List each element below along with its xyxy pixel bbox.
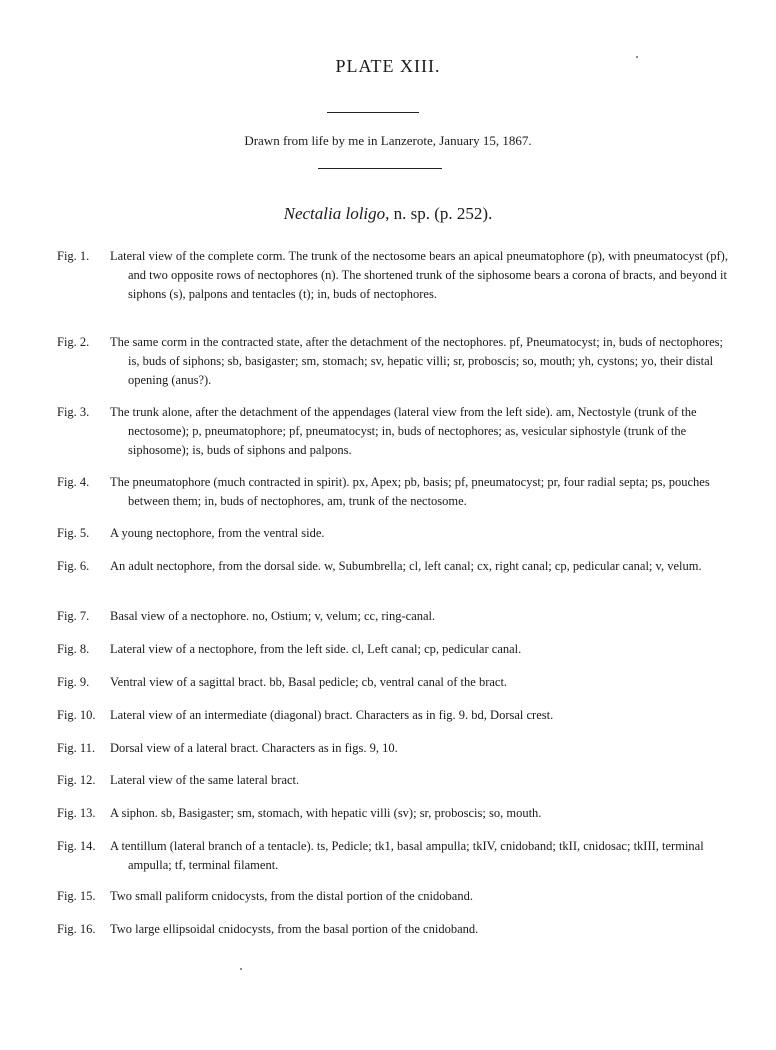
figure-caption-7 (57, 607, 729, 626)
figure-label: Fig. 9. (57, 675, 90, 689)
figure-text: The pneumatophore (much contracted in spirit). px, Apex; pb, basis; pf, pneumatocyst; pr, four radial septa; ps, pouches between them; in, buds of nectophores, am, trunk of the nectosome. (110, 475, 710, 508)
figure-text: Ventral view of a sagittal bract. bb, Basal pedicle; cb, ventral canal of the bract. (110, 675, 508, 689)
figure-caption-4 (57, 473, 729, 511)
species-reference: n. sp. (p. 252). (389, 204, 493, 223)
drawn-from-life-note: Drawn from life by me in Lanzerote, January 15, 1867. (244, 133, 532, 148)
figure-caption-6 (57, 557, 729, 576)
figure-label: Fig. 8. (57, 642, 90, 656)
figure-label: Fig. 5. (57, 526, 90, 540)
figure-label: Fig. 12. (57, 773, 96, 787)
figure-text: A siphon. sb, Basigaster; sm, stomach, with hepatic villi (sv); sr, proboscis; so, mouth. (110, 806, 542, 820)
figure-text: Lateral view of the same lateral bract. (110, 773, 300, 787)
figure-text: Lateral view of a nectophore, from the left side. cl, Left canal; cp, pedicular canal. (110, 642, 522, 656)
species-name: Nectalia loligo, (283, 204, 390, 223)
figure-text: Two large ellipsoidal cnidocysts, from the basal portion of the cnidoband. (110, 922, 479, 936)
figure-text: A young nectophore, from the ventral side. (110, 526, 325, 540)
figure-label: Fig. 14. (57, 839, 96, 853)
figure-label: Fig. 13. (57, 806, 96, 820)
figure-caption-16 (57, 920, 729, 939)
figure-caption-2 (57, 333, 729, 390)
figure-caption-13 (57, 804, 729, 823)
figure-caption-12 (57, 771, 729, 790)
figure-text: Basal view of a nectophore. no, Ostium; v, velum; cc, ring-canal. (110, 609, 436, 623)
figure-label: Fig. 16. (57, 922, 96, 936)
figure-label: Fig. 10. (57, 708, 96, 722)
paper-speck (636, 56, 638, 58)
figure-caption-9 (57, 673, 729, 692)
figure-label: Fig. 1. (57, 249, 90, 263)
figure-text: Lateral view of an intermediate (diagonal) bract. Characters as in fig. 9. bd, Dorsal crest. (110, 708, 554, 722)
figure-text: Lateral view of the complete corm. The trunk of the nectosome bears an apical pneumatophore (p), with pneumatocyst (pf), and two opposite rows of nectophores (n). The shortened trunk of the siphosome bears a corona of bracts, and beyond it siphons (s), palpons and tentacles (t); in, buds of nectophores. (110, 249, 728, 301)
paper-speck (240, 968, 242, 970)
figure-label: Fig. 3. (57, 405, 90, 419)
figure-text: A tentillum (lateral branch of a tentacle). ts, Pedicle; tk1, basal ampulla; tkIV, cnidoband; tkII, cnidosac; tkIII, terminal ampulla; tf, terminal filament. (110, 839, 704, 872)
figure-text: An adult nectophore, from the dorsal side. w, Subumbrella; cl, left canal; cx, right canal; cp, pedicular canal; v, velum. (110, 559, 702, 573)
figure-text: The trunk alone, after the detachment of the appendages (lateral view from the left side). am, Nectostyle (trunk of the nectosome); p, pneumatophore; pf, pneumatocyst; in, buds of nectophores; as, vesicular siphostyle (trunk of the siphosome); is, buds of siphons and palpons. (110, 405, 697, 457)
figure-caption-1 (57, 247, 729, 304)
figure-label: Fig. 6. (57, 559, 90, 573)
figure-text: The same corm in the contracted state, after the detachment of the nectophores. pf, Pneumatocyst; in, buds of nectophores; is, buds of siphons; sb, basigaster; sm, stomach; sv, hepatic villi; sr, proboscis; so, mouth; yh, cystons; yo, their distal opening (anus?). (110, 335, 723, 387)
figure-label: Fig. 7. (57, 609, 90, 623)
figure-label: Fig. 4. (57, 475, 90, 489)
species-heading (0, 204, 776, 224)
figure-label: Fig. 15. (57, 889, 96, 903)
plate-title: PLATE XIII. (335, 56, 441, 76)
bottom-divider (318, 168, 442, 169)
figure-caption-8 (57, 640, 729, 659)
figure-caption-11 (57, 739, 729, 758)
figure-caption-15 (57, 887, 729, 906)
figure-text: Dorsal view of a lateral bract. Characters as in figs. 9, 10. (110, 741, 398, 755)
figure-label: Fig. 2. (57, 335, 90, 349)
figure-caption-14 (57, 837, 729, 875)
figure-text: Two small paliform cnidocysts, from the distal portion of the cnidoband. (110, 889, 473, 903)
figure-caption-3 (57, 403, 729, 460)
figure-caption-5 (57, 524, 729, 543)
figure-label: Fig. 11. (57, 741, 96, 755)
figure-caption-10 (57, 706, 729, 725)
top-divider (327, 112, 419, 113)
